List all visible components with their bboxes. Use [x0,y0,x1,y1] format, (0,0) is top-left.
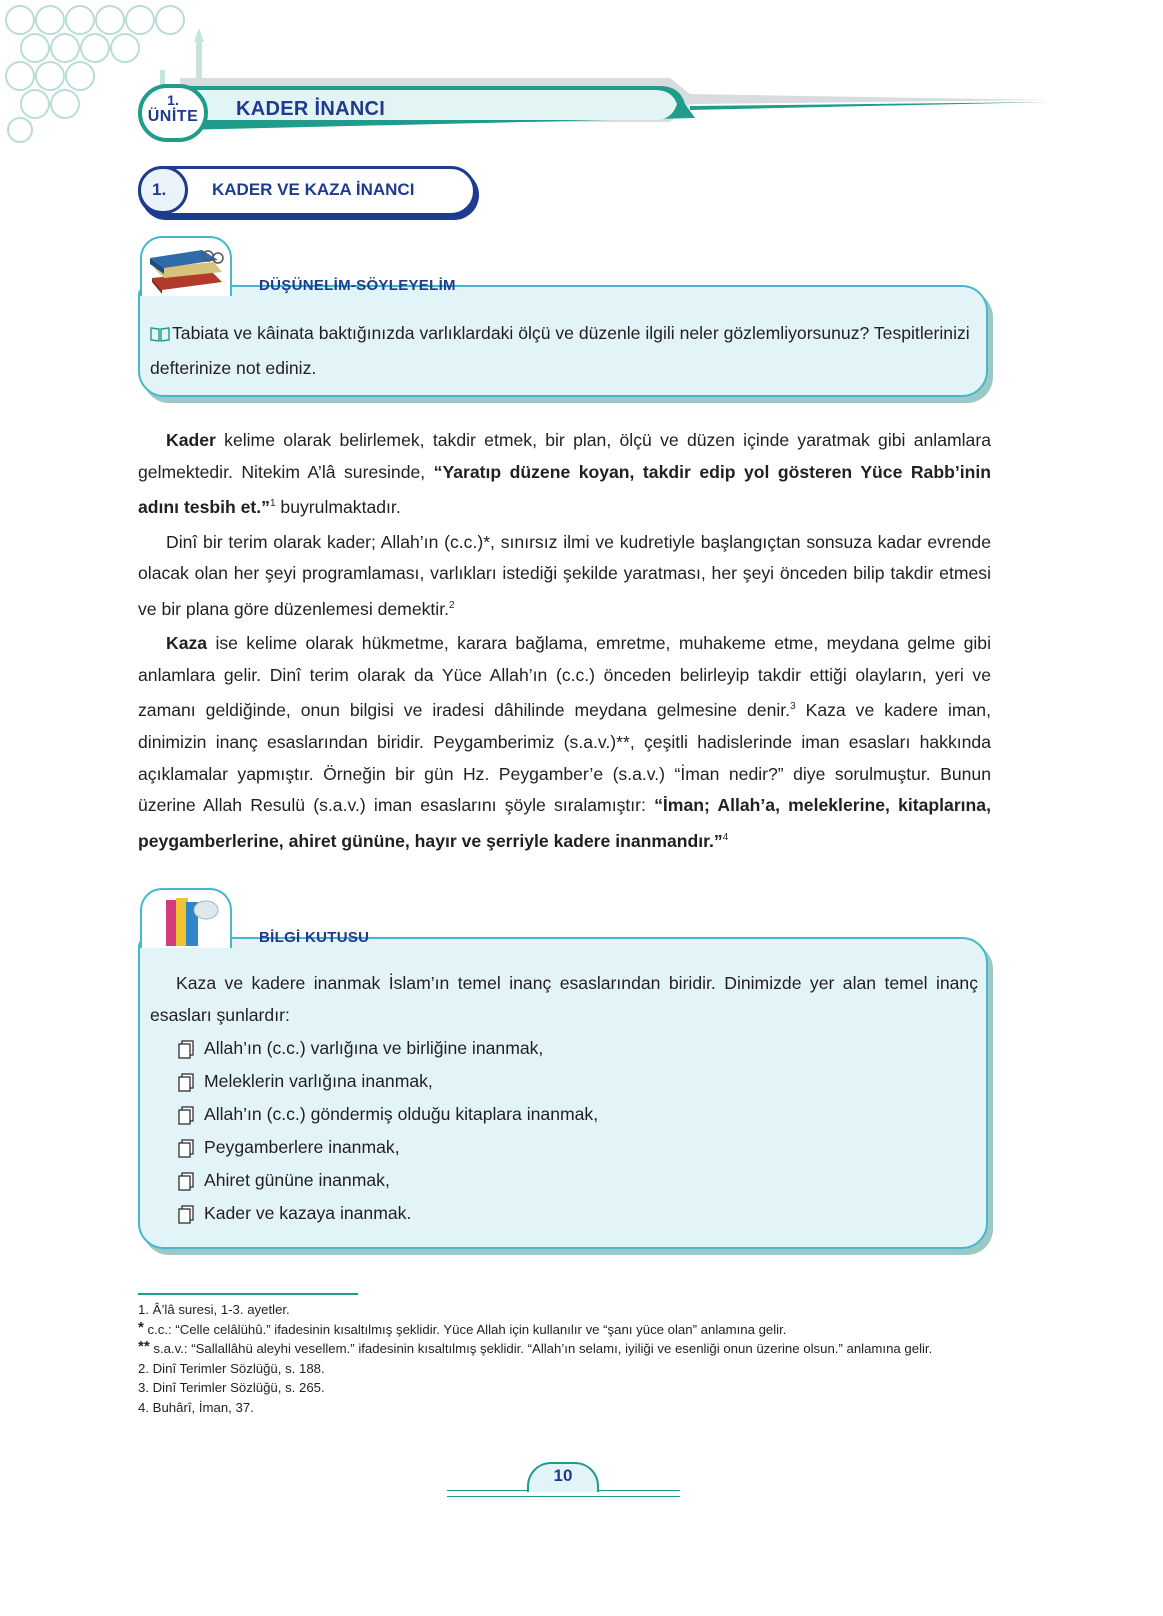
belief-list [176,1032,598,1230]
think-box-text [150,318,978,384]
footnote-text: s.a.v.: “Sallallâhü aleyhi vesellem.” ifadesinin kısaltılmış şeklidir. “Allah’ın selamı, iyiliği ve esenliği onun üzerine olsun.” anlamına gelir. [153,1341,933,1356]
paragraph-text: Dinî bir terim olarak kader; Allah’ın (c.c.)*, sınırsız ilmi ve kudretiyle başlangıçtan sonsuza kadar evrende olacak olan her şeyi programlaması, varlıkları istediği şekilde yaratması, her şeyi önceden bilip takdir etmesi ve bir plana göre düzenlemesi demektir. [138,531,991,619]
open-book-icon [150,321,172,353]
section-title: KADER VE KAZA İNANCI [212,180,415,199]
footnote-mark: * [138,1318,144,1336]
list-item-text: Allah’ın (c.c.) göndermiş olduğu kitaplara inanmak, [204,1104,599,1124]
list-item [176,1197,598,1230]
list-item-text: Meleklerin varlığına inanmak, [204,1071,433,1091]
list-item [176,1131,598,1164]
list-item-text: Ahiret gününe inanmak, [204,1170,390,1190]
footnotes [138,1300,998,1417]
info-box-intro: Kaza ve kadere inanmak İslam’ın temel inanç esaslarından biridir. Dinimizde yer alan temel inanç esasları şunlardır: [150,973,978,1025]
info-box-label: BİLGİ KUTUSU [259,929,370,946]
footnote-ref: 1 [269,498,276,510]
unit-word: ÜNİTE [147,108,199,125]
info-box-tab [140,888,232,948]
list-item [176,1065,598,1098]
footnote-4: 4. Buhârî, İman, 37. [138,1399,254,1415]
paragraph-kader-definition [138,527,991,626]
unit-title: KADER İNANCI [236,98,386,120]
list-item [176,1032,598,1065]
footnote-1: 1. Â’lâ suresi, 1-3. ayetler. [138,1302,290,1317]
document-icon [176,1138,196,1158]
footnote-mark: ** [138,1338,150,1355]
footnote-ref: 2 [449,599,455,611]
footnote-double-star [138,1339,998,1359]
paragraph-text: kelime olarak belirlemek, takdir etmek, bir plan, ölçü ve düzen içinde yaratmak gibi anlamlara gelmektedir. Nitekim A’lâ suresinde, [138,430,991,482]
footnote-3: 3. Dinî Terimler Sözlüğü, s. 265. [138,1380,325,1395]
section-number: 1. [152,180,167,199]
list-item-text: Allah’ın (c.c.) varlığına ve birliğine inanmak, [204,1038,544,1058]
books-icon [142,238,230,296]
footnote-rule [138,1293,358,1295]
page-number-rule [447,1496,680,1497]
books-info-icon [142,890,230,948]
paragraph-kader [138,425,991,524]
footnote-ref: 4 [722,831,729,843]
unit-number: 1. [167,92,179,108]
think-box-label: DÜŞÜNELİM-SÖYLEYELİM [259,277,456,294]
list-item-text: Kader ve kazaya inanmak. [204,1203,412,1223]
verse-quote: “Yaratıp düzene koyan, takdir edip yol gösteren Yüce Rabb’inin adını tesbih et.” [138,461,991,518]
paragraph-text: buyrulmaktadır. [275,497,401,518]
think-box-question: Tabiata ve kâinata baktığınızda varlıklardaki ölçü ve düzenle ilgili neler gözlemliyorsunuz? Tespitlerinizi defterinize not ediniz. [150,323,970,378]
list-item-text: Peygamberlere inanmak, [204,1137,400,1157]
footnote-ref: 3 [790,701,796,713]
footnote-2: 2. Dinî Terimler Sözlüğü, s. 188. [138,1360,325,1376]
paragraph-kaza [138,628,991,857]
paragraph-text: ise kelime olarak hükmetme, karara bağlama, emretme, muhakeme etme, meydana gelme gibi anlamlara gelir. Dinî terim olarak da Yüce Allah’ın (c.c.) önceden belirleyip takdir ettiği olayların, yeri ve zamanı geldiğinde, onun bilgisi ve iradesi dâhilinde meydana gelmesine denir. [138,633,991,721]
footnote-star [138,1320,998,1340]
document-icon [176,1072,196,1092]
unit-badge [138,84,208,142]
document-icon [176,1039,196,1059]
list-item [176,1164,598,1197]
list-item [176,1098,598,1131]
paragraph-text: Kaza ve kadere iman, dinimizin inanç esaslarından biridir. Peygamberimiz (s.a.v.)**, çeşitli hadislerinde iman esasları hakkında açıklamalar yapmıştır. Örneğin bir gün Hz. Peygamber’e (s.a.v.) “İman nedir?” diye sorulmuştur. Bunun üzerine Allah Resulü (s.a.v.) iman esaslarını şöyle sıralamıştır: [138,700,991,816]
think-box-tab [140,236,232,296]
main-text [138,425,991,857]
page-number: 10 [553,1466,573,1485]
term-kaza: Kaza [166,633,208,654]
document-icon [176,1171,196,1191]
term-kader: Kader [166,430,216,450]
footnote-text: c.c.: “Celle celâlühû.” ifadesinin kısaltılmış şeklidir. Yüce Allah için kullanılır ve “şanı yüce olan” anlamına gelir. [147,1321,787,1337]
document-icon [176,1105,196,1125]
document-icon [176,1204,196,1224]
hadith-quote: “İman; Allah’a, meleklerine, kitaplarına, peygamberlerine, ahiret gününe, hayır ve şerriyle kadere inanmandır.” [138,795,991,851]
